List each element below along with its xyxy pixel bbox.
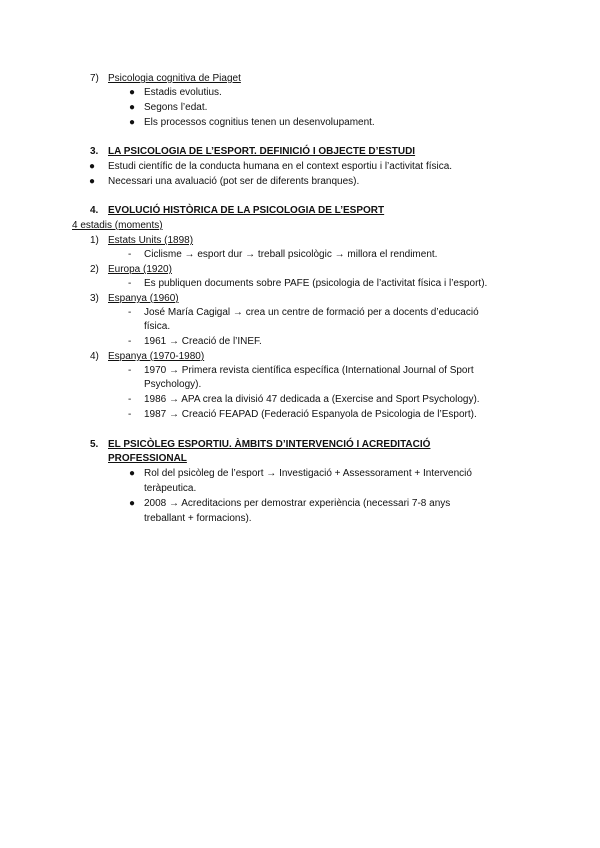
section-heading-continuation: PROFESSIONAL	[108, 453, 187, 464]
list-item: Segons l’edat.	[144, 102, 208, 113]
list-item-continuation: teràpeutica.	[144, 483, 197, 494]
dash-marker: -	[128, 409, 132, 420]
list-number: 2)	[90, 264, 99, 275]
list-item-continuation: Psychology).	[144, 379, 202, 390]
list-item: Es publiquen documents sobre PAFE (psicologia de l’activitat física i l’esport).	[144, 278, 488, 289]
list-item: 2008 → Acreditacions per demostrar experiència (necessari 7-8 anys	[144, 498, 451, 509]
list-item: Els processos cognitius tenen un desenvolupament.	[144, 117, 375, 128]
list-item: Ciclisme → esport dur → treball psicològic → millora el rendiment.	[144, 249, 438, 260]
list-item: 1961 → Creació de l’INEF.	[144, 336, 262, 347]
list-item-continuation: física.	[144, 321, 171, 332]
list-item-label: Espanya (1970-1980)	[108, 351, 205, 362]
section-heading: EVOLUCIÓ HISTÒRICA DE LA PSICOLOGIA DE L’ESPORT	[108, 205, 385, 216]
list-item-continuation: treballant + formacions).	[144, 513, 252, 524]
list-number: 4)	[90, 351, 99, 362]
bullet-icon: ●	[129, 498, 136, 509]
list-number: 1)	[90, 235, 99, 246]
bullet-icon: ●	[89, 161, 96, 172]
list-number: 3)	[90, 293, 99, 304]
bullet-icon: ●	[129, 102, 136, 113]
bullet-icon: ●	[129, 468, 136, 479]
dash-marker: -	[128, 278, 132, 289]
section-number: 3.	[90, 146, 99, 157]
section-heading: LA PSICOLOGIA DE L’ESPORT. DEFINICIÓ I OBJECTE D’ESTUDI	[108, 146, 416, 157]
list-item: Estudi científic de la conducta humana en el context esportiu i l’activitat física.	[108, 161, 453, 172]
list-item: José María Cagigal → crea un centre de formació per a docents d’educació	[144, 307, 479, 318]
section-number: 5.	[90, 439, 99, 450]
section-heading: Psicologia cognitiva de Piaget	[108, 73, 241, 84]
dash-marker: -	[128, 307, 132, 318]
dash-marker: -	[128, 249, 132, 260]
list-item: 1970 → Primera revista científica específica (International Journal of Sport	[144, 365, 474, 376]
list-item: 1987 → Creació FEAPAD (Federació Espanyola de Psicologia de l’Esport).	[144, 409, 477, 420]
list-item: Necessari una avaluació (pot ser de diferents branques).	[108, 176, 360, 187]
bullet-icon: ●	[89, 176, 96, 187]
bullet-icon: ●	[129, 117, 136, 128]
dash-marker: -	[128, 394, 132, 405]
section-heading: EL PSICÒLEG ESPORTIU. ÀMBITS D’INTERVENCIÓ I ACREDITACIÓ	[108, 439, 431, 450]
list-item-label: Estats Units (1898)	[108, 235, 194, 246]
list-item: Estadis evolutius.	[144, 87, 222, 98]
list-item: 1986 → APA crea la divisió 47 dedicada a (Exercise and Sport Psychology).	[144, 394, 480, 405]
section-number: 4.	[90, 205, 99, 216]
list-number: 7)	[90, 73, 99, 84]
section-subtitle: 4 estadis (moments)	[72, 220, 163, 231]
list-item-label: Europa (1920)	[108, 264, 172, 275]
list-item: Rol del psicòleg de l’esport → Investigació + Assessorament + Intervenció	[144, 468, 472, 479]
list-item-label: Espanya (1960)	[108, 293, 179, 304]
bullet-icon: ●	[129, 87, 136, 98]
dash-marker: -	[128, 336, 132, 347]
dash-marker: -	[128, 365, 132, 376]
